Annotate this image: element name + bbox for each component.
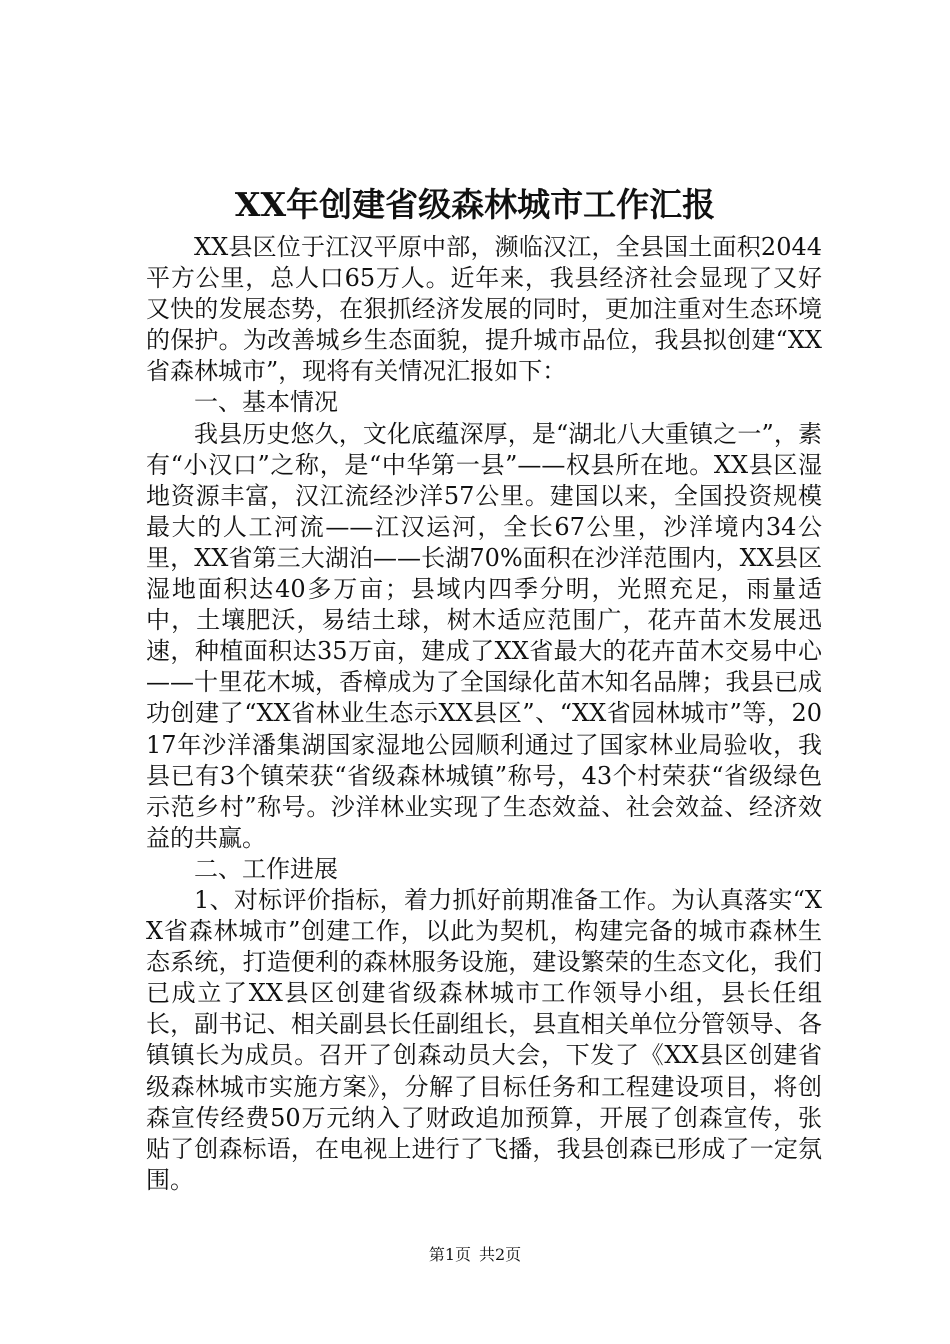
document-title: XX年创建省级森林城市工作汇报 [234, 185, 716, 224]
intro-paragraph: XX县区位于江汉平原中部，濒临汉江，全县国土面积2044平方公里，总人口65万人。近年来，我县经济社会显现了又好又快的发展态势，在狠抓经济发展的同时，更加注重对生态环境的保护。为改善城乡生态面貌，提升城市品位，我县拟创建“XX省森林城市”，现将有关情况汇报如下： [146, 233, 822, 386]
page-number-current: 第1页 [428, 1245, 471, 1264]
page-number-total: 共2页 [479, 1245, 522, 1264]
section-heading-progress: 二、工作进展 [194, 854, 338, 883]
basic-info-paragraph: 我县历史悠久，文化底蕴深厚，是“湖北八大重镇之一”，素有“小汉口”之称，是“中华第一县”——权县所在地。XX县区湿地资源丰富，汉江流经沙洋57公里。建国以来，全国投资规模最大的人工河流——江汉运河，全长67公里，沙洋境内34公里，XX省第三大湖泊——长湖70%面积在沙洋范围内，XX县区湿地面积达40多万亩；县域内四季分明，光照充足，雨量适中，土壤肥沃，易结土球，树木适应范围广，花卉苗木发展迅速，种植面积达35万亩，建成了XX省最大的花卉苗木交易中心——十里花木城，香樟成为了全国绿化苗木知名品牌；我县已成功创建了“XX省林业生态示XX县区”、“XX省园林城市”等，2017年沙洋潘集湖国家湿地公园顺利通过了国家林业局验收，我县已有3个镇荣获“省级森林城镇”称号，43个村荣获“省级绿色示范乡村”称号。沙洋林业实现了生态效益、社会效益、经济效益的共赢。 [146, 419, 822, 852]
section-heading-basic-info: 一、基本情况 [194, 388, 338, 417]
progress-paragraph: 1、对标评价指标，着力抓好前期准备工作。为认真落实“XX省森林城市”创建工作，以此为契机，构建完备的城市森林生态系统，打造便利的森林服务设施，建设繁荣的生态文化，我们已成立了XX县区创建省级森林城市工作领导小组，县长任组长，副书记、相关副县长任副组长，县直相关单位分管领导、各镇镇长为成员。召开了创森动员大会，下发了《XX县区创建省级森林城市实施方案》，分解了目标任务和工程建设项目，将创森宣传经费50万元纳入了财政追加预算，开展了创森宣传，张贴了创森标语，在电视上进行了飞播，我县创森已形成了一定氛围。 [146, 885, 822, 1194]
page-footer [0, 1244, 950, 1266]
document-body [146, 232, 822, 1196]
